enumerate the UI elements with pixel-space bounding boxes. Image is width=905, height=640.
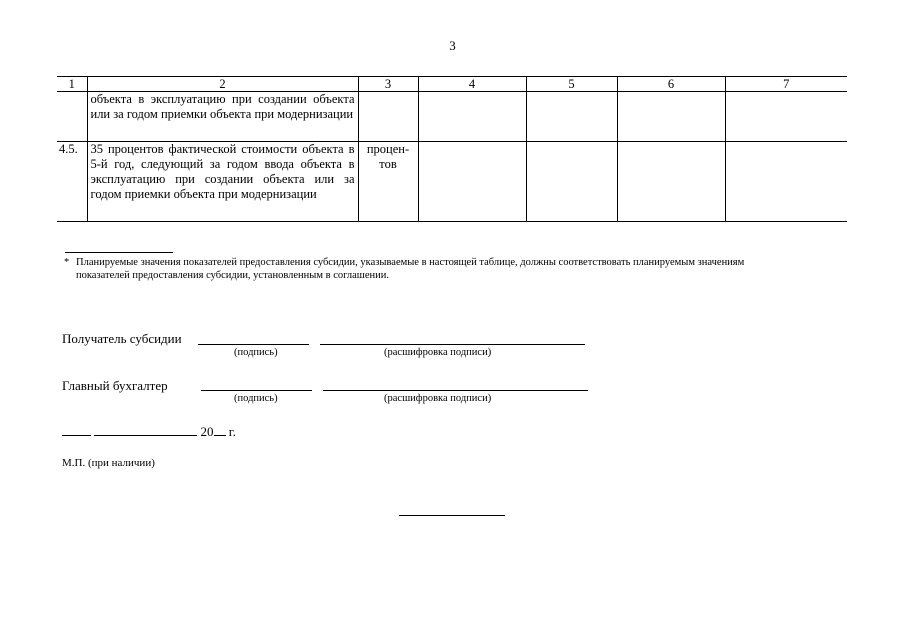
row-number: 4.5.: [57, 142, 87, 222]
accountant-label: Главный бухгалтер: [62, 378, 168, 393]
row-unit: [358, 92, 418, 142]
date-month-blank[interactable]: [94, 424, 197, 436]
table-row: [57, 142, 847, 222]
date-year-prefix: 20: [200, 424, 214, 439]
recipient-signature-line[interactable]: [198, 344, 309, 345]
indicators-table: [57, 76, 847, 222]
header-cell: 6: [617, 77, 725, 92]
header-cell: 1: [57, 77, 87, 92]
row-value-7: [725, 92, 847, 142]
header-cell: 5: [526, 77, 617, 92]
footnote-separator: [65, 252, 173, 253]
row-value-6: [617, 142, 725, 222]
accountant-decoding-line[interactable]: [323, 390, 588, 391]
closing-rule: [399, 515, 505, 516]
date-line: [62, 424, 236, 440]
recipient-label: Получатель субсидии: [62, 331, 182, 346]
date-year-blank[interactable]: [214, 424, 226, 436]
footnote: [64, 256, 847, 282]
row-value-4: [418, 92, 526, 142]
stamp-label: М.П. (при наличии): [62, 457, 155, 469]
table-row: [57, 92, 847, 142]
footnote-text-1: Планируемые значения показателей предоставления субсидии, указываемые в настоящей таблице, должны соответствовать планируемым значениям: [76, 257, 745, 268]
recipient-decoding-caption: (расшифровка подписи): [384, 347, 492, 358]
row-value-5: [526, 142, 617, 222]
row-number: [57, 92, 87, 142]
row-value-5: [526, 92, 617, 142]
row-value-7: [725, 142, 847, 222]
header-cell: 7: [725, 77, 847, 92]
row-value-6: [617, 92, 725, 142]
row-description: объекта в эксплуатацию при создании объекта или за годом приемки объекта при модернизации: [87, 92, 358, 142]
header-cell: 4: [418, 77, 526, 92]
footnote-text-2: показателей предоставления субсидии, установленным в соглашении.: [76, 270, 390, 281]
recipient-signature-caption: (подпись): [234, 347, 278, 358]
recipient-decoding-line[interactable]: [320, 344, 585, 345]
footnote-mark: *: [64, 257, 70, 268]
table-header-row: [57, 77, 847, 92]
page-number: 3: [449, 38, 456, 53]
header-cell: 2: [87, 77, 358, 92]
accountant-decoding-caption: (расшифровка подписи): [384, 393, 492, 404]
header-cell: 3: [358, 77, 418, 92]
row-description: 35 процентов фактической стоимости объекта в 5-й год, следующий за годом ввода объекта в эксплуатацию при создании объекта или за годом приемки объекта при модернизации: [87, 142, 358, 222]
row-value-4: [418, 142, 526, 222]
footnote-line-1: [64, 256, 847, 269]
date-day-blank[interactable]: [62, 424, 91, 436]
accountant-signature-line[interactable]: [201, 390, 312, 391]
row-unit: процен-тов: [358, 142, 418, 222]
date-year-suffix: г.: [228, 424, 236, 439]
accountant-signature-caption: (подпись): [234, 393, 278, 404]
